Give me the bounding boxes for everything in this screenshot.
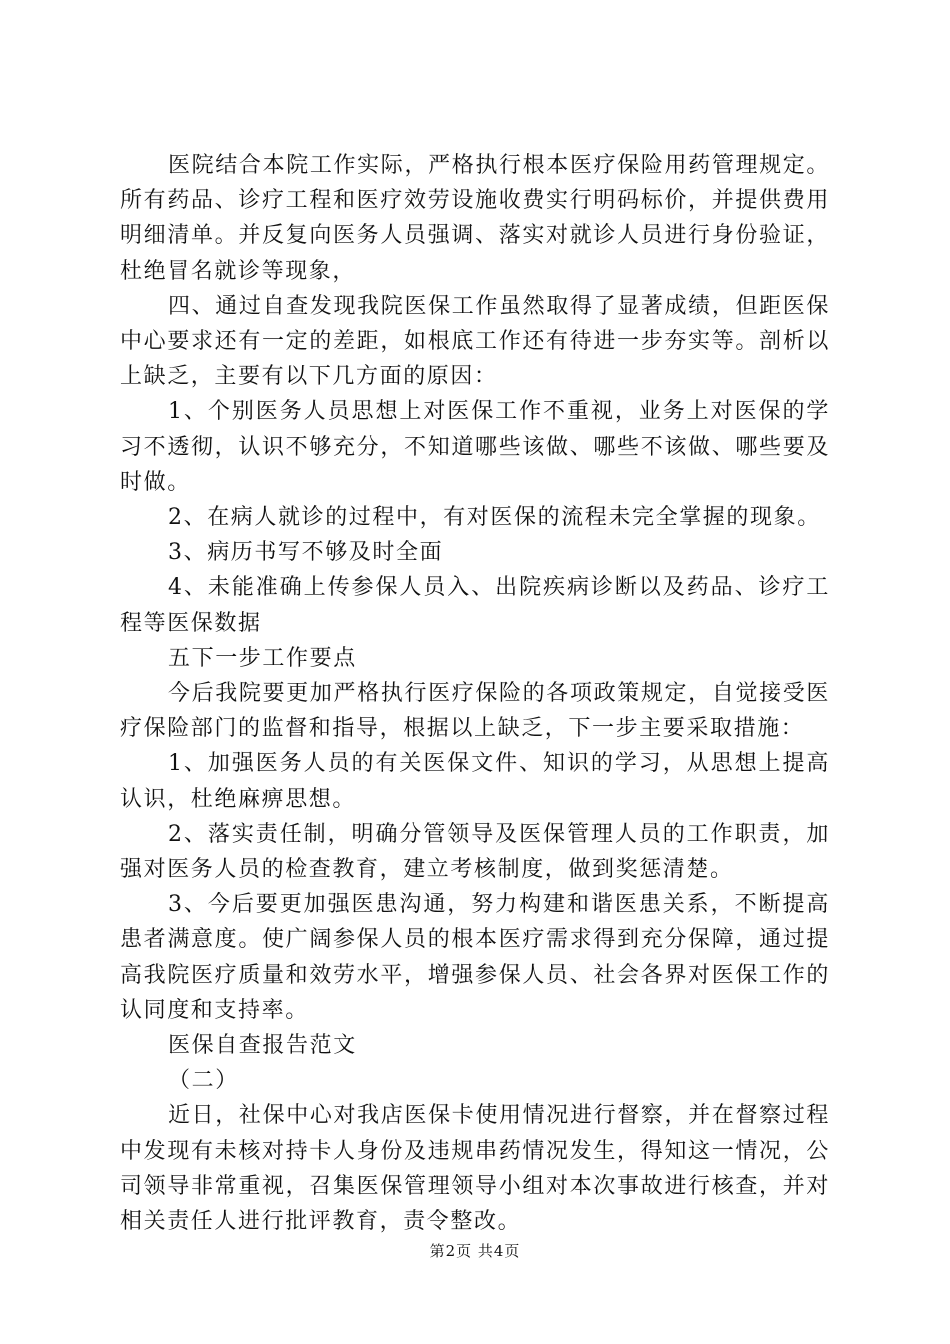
paragraph: 2、落实责任制，明确分管领导及医保管理人员的工作职责，加强对医务人员的检查教育，建立考核制度，做到奖惩清楚。 bbox=[120, 821, 830, 883]
paragraph: 1、加强医务人员的有关医保文件、知识的学习，从思想上提高认识，杜绝麻痹思想。 bbox=[120, 751, 830, 812]
document-body bbox=[120, 148, 830, 1239]
section-title: 医保自查报告范文 bbox=[168, 1033, 357, 1059]
paragraph: 近日，社保中心对我店医保卡使用情况进行督察，并在督察过程中发现有未核对持卡人身份及违规串药情况发生，得知这一情况，公司领导非常重视，召集医保管理领导小组对本次事故进行核查，并对相关责任人进行批评教育，责令整改。 bbox=[120, 1103, 830, 1235]
paragraph: 3、今后要更加强医患沟通，努力构建和谐医患关系，不断提高患者满意度。使广阔参保人员的根本医疗需求得到充分保障，通过提高我院医疗质量和效劳水平，增强参保人员、社会各界对医保工作的认同度和支持率。 bbox=[120, 892, 830, 1023]
paragraph: 医院结合本院工作实际，严格执行根本医疗保险用药管理规定。所有药品、诊疗工程和医疗效劳设施收费实行明码标价，并提供费用明细清单。并反复向医务人员强调、落实对就诊人员进行身份验证，杜绝冒名就诊等现象， bbox=[120, 153, 830, 284]
paragraph: 3、病历书写不够及时全面 bbox=[168, 540, 444, 566]
page-number-footer: 第2页 共4页 bbox=[429, 1242, 521, 1260]
paragraph: 今后我院要更加严格执行医疗保险的各项政策规定，自觉接受医疗保险部门的监督和指导，根据以上缺乏，下一步主要采取措施： bbox=[120, 681, 830, 742]
paragraph: 4、未能准确上传参保人员入、出院疾病诊断以及药品、诊疗工程等医保数据 bbox=[120, 575, 830, 636]
paragraph: 2、在病人就诊的过程中，有对医保的流程未完全掌握的现象。 bbox=[168, 505, 821, 531]
section-heading: 五下一步工作要点 bbox=[168, 645, 357, 671]
paragraph: 四、通过自查发现我院医保工作虽然取得了显著成绩，但距医保中心要求还有一定的差距，如根底工作还有待进一步夯实等。剖析以上缺乏，主要有以下几方面的原因： bbox=[120, 293, 830, 390]
section-number: （二） bbox=[168, 1068, 239, 1094]
paragraph: 1、个别医务人员思想上对医保工作不重视，业务上对医保的学习不透彻，认识不够充分，不知道哪些该做、哪些不该做、哪些要及时做。 bbox=[120, 399, 830, 495]
